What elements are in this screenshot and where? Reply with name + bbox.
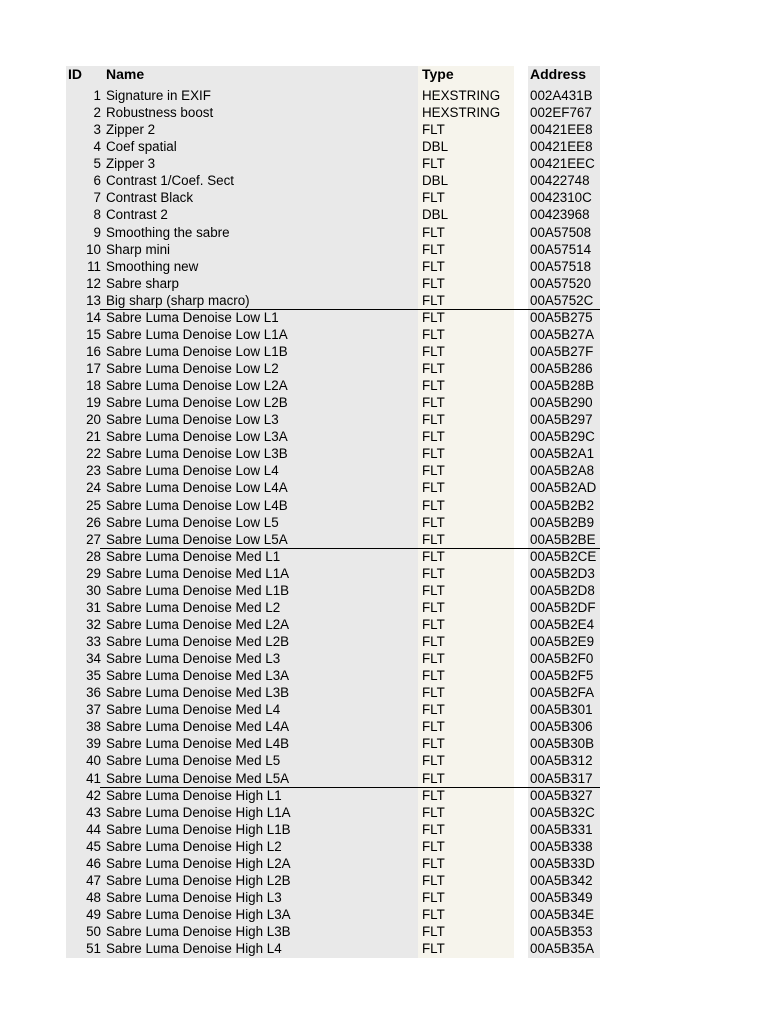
table-body [66, 87, 600, 957]
row-address: 00421EEC [530, 156, 595, 172]
row-address: 00A5B2F0 [530, 651, 594, 667]
row-name: Zipper 2 [106, 122, 156, 138]
row-name: Sabre Luma Denoise Med L2 [106, 599, 281, 615]
row-address: 00A5B2DF [530, 599, 596, 615]
row-name: Sabre Luma Denoise Low L1B [106, 343, 288, 359]
row-type: FLT [422, 616, 445, 632]
row-name: Contrast Black [106, 190, 194, 206]
row-address: 00A5752C [530, 292, 594, 308]
row-name: Sabre Luma Denoise High L4 [106, 941, 282, 957]
row-id: 44 [86, 821, 101, 837]
row-id: 29 [86, 565, 101, 581]
header-address: Address [530, 66, 587, 82]
row-id: 22 [86, 446, 101, 462]
row-id: 7 [93, 190, 101, 206]
table-row [66, 940, 600, 957]
table-row [66, 343, 600, 360]
table-row [66, 394, 600, 411]
row-id: 30 [86, 582, 101, 598]
row-name: Sabre Luma Denoise High L2A [106, 855, 291, 871]
row-name: Sabre Luma Denoise High L3A [106, 907, 291, 922]
row-name: Zipper 3 [106, 156, 156, 172]
table-row [66, 718, 600, 735]
table-row [66, 241, 600, 258]
row-id: 43 [86, 804, 101, 820]
row-address: 00A57514 [530, 241, 592, 257]
table-row [66, 206, 600, 223]
table-row [66, 906, 600, 923]
row-type: FLT [422, 787, 445, 803]
row-type: FLT [422, 224, 445, 240]
row-address: 00A5B286 [530, 361, 593, 376]
row-name: Sabre Luma Denoise High L3 [106, 889, 282, 905]
row-id: 38 [86, 719, 101, 735]
row-type: FLT [422, 275, 445, 291]
row-address: 00A5B327 [530, 787, 593, 803]
row-address: 00A5B27A [530, 326, 595, 342]
table-row [66, 377, 600, 394]
row-id: 18 [86, 378, 101, 394]
row-address: 00A5B2F5 [530, 668, 594, 684]
row-name: Sharp mini [106, 241, 171, 257]
row-id: 45 [86, 838, 101, 854]
row-address: 0042310C [530, 190, 592, 206]
row-address: 00A5B317 [530, 770, 593, 786]
row-id: 47 [86, 872, 101, 888]
row-address: 00A5B338 [530, 838, 593, 854]
row-type: FLT [422, 395, 445, 411]
row-type: FLT [422, 907, 445, 922]
table-row [66, 770, 600, 787]
row-address: 00421EE8 [530, 122, 593, 138]
table-row [66, 633, 600, 650]
row-name: Sabre Luma Denoise Med L3 [106, 651, 281, 667]
group-separator-line [100, 787, 600, 788]
table-row [66, 889, 600, 906]
table-row [66, 838, 600, 855]
row-name: Sabre Luma Denoise Med L3B [106, 685, 290, 701]
row-name: Signature in EXIF [106, 88, 211, 103]
header-type: Type [422, 66, 454, 82]
row-type: FLT [422, 480, 445, 496]
row-type: HEXSTRING [422, 105, 501, 121]
row-type: FLT [422, 719, 445, 735]
row-type: FLT [422, 446, 445, 462]
row-type: FLT [422, 343, 445, 359]
row-address: 00A5B297 [530, 412, 593, 428]
table-row [66, 104, 600, 121]
row-id: 20 [86, 412, 101, 428]
header-name: Name [106, 66, 145, 82]
row-id: 21 [86, 429, 101, 445]
row-id: 11 [87, 258, 101, 274]
row-id: 15 [86, 326, 101, 342]
row-id: 49 [86, 907, 101, 922]
row-id: 5 [93, 156, 101, 172]
row-name: Sabre Luma Denoise High L1 [106, 787, 282, 803]
row-name: Sabre Luma Denoise Med L4B [106, 736, 290, 752]
table-row [66, 445, 600, 462]
table-row [66, 428, 600, 445]
row-address: 00423968 [530, 207, 590, 223]
row-id: 42 [86, 787, 101, 803]
row-name: Contrast 2 [106, 207, 168, 223]
row-name: Smoothing the sabre [106, 224, 230, 240]
row-type: FLT [422, 565, 445, 581]
row-name: Sabre Luma Denoise Low L3A [106, 429, 288, 445]
row-id: 23 [86, 463, 101, 479]
row-type: FLT [422, 634, 445, 649]
row-address: 00A5B2CE [530, 548, 597, 564]
row-id: 24 [86, 480, 101, 496]
row-type: FLT [422, 838, 445, 854]
row-type: FLT [422, 821, 445, 837]
row-address: 00A57508 [530, 224, 592, 240]
row-id: 12 [86, 275, 101, 291]
table-row [66, 411, 600, 428]
row-address: 00A5B29C [530, 429, 595, 445]
table-row [66, 923, 600, 940]
row-type: FLT [422, 753, 445, 769]
row-id: 1 [93, 88, 101, 103]
row-name: Sabre Luma Denoise High L1A [106, 804, 291, 820]
row-type: DBL [422, 173, 449, 189]
row-id: 50 [86, 924, 101, 940]
table-row [66, 599, 600, 616]
row-type: FLT [422, 872, 445, 888]
row-name: Coef spatial [106, 139, 177, 155]
row-name: Contrast 1/Coef. Sect [106, 173, 235, 189]
row-id: 6 [93, 173, 101, 189]
row-name: Sabre Luma Denoise Med L3A [106, 668, 290, 684]
row-type: FLT [422, 855, 445, 871]
row-type: FLT [422, 582, 445, 598]
row-id: 2 [93, 105, 101, 121]
row-name: Sabre Luma Denoise Med L5 [106, 753, 281, 769]
table-row [66, 650, 600, 667]
row-type: FLT [422, 156, 445, 172]
spreadsheet-table [66, 66, 600, 958]
row-id: 31 [86, 599, 101, 615]
row-address: 00A5B2FA [530, 685, 595, 701]
row-name: Sabre Luma Denoise Med L2A [106, 616, 290, 632]
row-address: 00A57520 [530, 275, 592, 291]
row-address: 00A5B35A [530, 941, 595, 957]
table-row [66, 155, 600, 172]
row-name: Sabre Luma Denoise Low L4B [106, 497, 288, 513]
header-id: ID [68, 66, 82, 82]
row-address: 00A5B27F [530, 343, 594, 359]
row-address: 00A5B2A8 [530, 463, 595, 479]
table-row [66, 514, 600, 531]
row-type: DBL [422, 139, 449, 155]
row-type: FLT [422, 599, 445, 615]
group-separator-line [100, 309, 600, 310]
row-id: 19 [86, 395, 101, 411]
row-id: 26 [86, 514, 101, 530]
row-address: 00A5B353 [530, 924, 593, 940]
table-row [66, 462, 600, 479]
row-type: FLT [422, 292, 445, 308]
row-address: 00A5B30B [530, 736, 595, 752]
row-id: 51 [86, 941, 101, 957]
table-row [66, 121, 600, 138]
row-id: 25 [86, 497, 101, 513]
row-name: Sabre Luma Denoise Low L4 [106, 463, 279, 479]
row-address: 00A5B2B2 [530, 497, 595, 513]
table-row [66, 855, 600, 872]
row-type: FLT [422, 702, 445, 718]
row-id: 39 [86, 736, 101, 752]
row-id: 8 [93, 207, 101, 223]
row-type: FLT [422, 651, 445, 667]
table-row [66, 667, 600, 684]
row-address: 00A5B33D [530, 855, 595, 871]
row-name: Sabre Luma Denoise Med L1B [106, 582, 290, 598]
row-address: 00422748 [530, 173, 590, 189]
table-row [66, 735, 600, 752]
table-row [66, 309, 600, 326]
row-id: 40 [86, 753, 101, 769]
row-address: 00A5B2AD [530, 480, 597, 496]
row-name: Sabre Luma Denoise Low L5A [106, 531, 288, 547]
row-address: 00A5B349 [530, 889, 593, 905]
row-id: 41 [86, 770, 101, 786]
group-separator-line [100, 548, 600, 549]
row-type: FLT [422, 736, 445, 752]
row-address: 00A5B28B [530, 378, 595, 394]
table-row [66, 565, 600, 582]
row-name: Sabre Luma Denoise Med L4 [106, 702, 281, 718]
row-id: 35 [86, 668, 101, 684]
row-id: 3 [93, 122, 101, 138]
table-row [66, 684, 600, 701]
row-address: 00A5B342 [530, 872, 593, 888]
row-type: FLT [422, 429, 445, 445]
row-name: Sabre Luma Denoise Med L5A [106, 770, 290, 786]
row-type: FLT [422, 889, 445, 905]
row-id: 33 [86, 634, 101, 649]
row-type: FLT [422, 668, 445, 684]
row-address: 002A431B [530, 88, 593, 103]
row-name: Sabre Luma Denoise Low L3B [106, 446, 288, 462]
row-name: Sabre Luma Denoise Med L1 [106, 548, 281, 564]
row-id: 4 [93, 139, 101, 155]
row-name: Sabre Luma Denoise Low L2 [106, 361, 279, 376]
row-type: HEXSTRING [422, 88, 501, 103]
row-address: 00A5B2B9 [530, 514, 595, 530]
table-row [66, 548, 600, 565]
row-address: 00A5B2E4 [530, 616, 595, 632]
table-row [66, 138, 600, 155]
row-id: 28 [86, 548, 101, 564]
row-id: 16 [86, 343, 101, 359]
table-row [66, 582, 600, 599]
row-name: Sabre Luma Denoise High L2B [106, 872, 291, 888]
row-name: Sabre Luma Denoise High L1B [106, 821, 291, 837]
row-type: FLT [422, 531, 445, 547]
row-type: FLT [422, 514, 445, 530]
row-name: Sabre Luma Denoise Low L3 [106, 412, 279, 428]
table-row [66, 326, 600, 343]
table-row [66, 787, 600, 804]
table-row [66, 258, 600, 275]
row-type: FLT [422, 941, 445, 957]
row-address: 00A5B32C [530, 804, 595, 820]
table-row [66, 479, 600, 496]
row-name: Smoothing new [106, 258, 199, 274]
row-type: FLT [422, 258, 445, 274]
row-name: Big sharp (sharp macro) [106, 292, 250, 308]
row-type: FLT [422, 412, 445, 428]
row-address: 00421EE8 [530, 139, 593, 155]
row-id: 10 [86, 241, 101, 257]
header-row [66, 66, 600, 84]
row-type: FLT [422, 309, 445, 325]
row-name: Sabre Luma Denoise Low L1A [106, 326, 288, 342]
row-name: Sabre sharp [106, 275, 179, 291]
row-name: Sabre Luma Denoise Low L4A [106, 480, 288, 496]
row-type: FLT [422, 463, 445, 479]
row-name: Sabre Luma Denoise Low L2B [106, 395, 288, 411]
table-row [66, 752, 600, 769]
row-id: 48 [86, 889, 101, 905]
row-id: 27 [86, 531, 101, 547]
row-name: Sabre Luma Denoise Low L2A [106, 378, 288, 394]
row-address: 00A57518 [530, 258, 592, 274]
row-address: 00A5B2E9 [530, 634, 595, 649]
row-type: FLT [422, 122, 445, 138]
table-row [66, 616, 600, 633]
row-address: 00A5B2D3 [530, 565, 595, 581]
row-id: 36 [86, 685, 101, 701]
row-address: 00A5B301 [530, 702, 593, 718]
row-type: DBL [422, 207, 449, 223]
row-id: 17 [86, 361, 101, 376]
table-row [66, 804, 600, 821]
row-name: Sabre Luma Denoise Low L1 [106, 309, 279, 325]
table-row [66, 872, 600, 889]
row-type: FLT [422, 770, 445, 786]
row-address: 00A5B312 [530, 753, 593, 769]
row-name: Sabre Luma Denoise High L3B [106, 924, 291, 940]
row-type: FLT [422, 361, 445, 376]
row-address: 00A5B2A1 [530, 446, 595, 462]
table-row [66, 821, 600, 838]
row-id: 46 [86, 855, 101, 871]
row-address: 002EF767 [530, 105, 592, 121]
row-type: FLT [422, 378, 445, 394]
row-name: Sabre Luma Denoise High L2 [106, 838, 282, 854]
row-type: FLT [422, 804, 445, 820]
row-address: 00A5B2D8 [530, 582, 595, 598]
table-row [66, 701, 600, 718]
row-address: 00A5B290 [530, 395, 593, 411]
table-row [66, 360, 600, 377]
row-address: 00A5B275 [530, 309, 593, 325]
table-row [66, 172, 600, 189]
table-row [66, 87, 600, 104]
row-address: 00A5B34E [530, 907, 595, 922]
row-type: FLT [422, 924, 445, 940]
row-type: FLT [422, 685, 445, 701]
row-id: 9 [93, 224, 101, 240]
table-row [66, 224, 600, 241]
row-name: Sabre Luma Denoise Med L1A [106, 565, 290, 581]
table-row [66, 497, 600, 514]
table-row [66, 531, 600, 548]
row-name: Sabre Luma Denoise Med L2B [106, 634, 290, 649]
row-id: 13 [86, 292, 101, 308]
row-name: Robustness boost [106, 105, 214, 121]
row-type: FLT [422, 497, 445, 513]
row-type: FLT [422, 548, 445, 564]
table-row [66, 292, 600, 309]
row-address: 00A5B2BE [530, 531, 596, 547]
row-name: Sabre Luma Denoise Low L5 [106, 514, 279, 530]
row-type: FLT [422, 241, 445, 257]
table-row [66, 189, 600, 206]
row-name: Sabre Luma Denoise Med L4A [106, 719, 290, 735]
table-row [66, 275, 600, 292]
row-type: FLT [422, 326, 445, 342]
row-id: 34 [86, 651, 101, 667]
row-address: 00A5B306 [530, 719, 593, 735]
row-address: 00A5B331 [530, 821, 593, 837]
row-id: 37 [86, 702, 101, 718]
row-id: 32 [86, 616, 101, 632]
row-type: FLT [422, 190, 445, 206]
row-id: 14 [86, 309, 101, 325]
